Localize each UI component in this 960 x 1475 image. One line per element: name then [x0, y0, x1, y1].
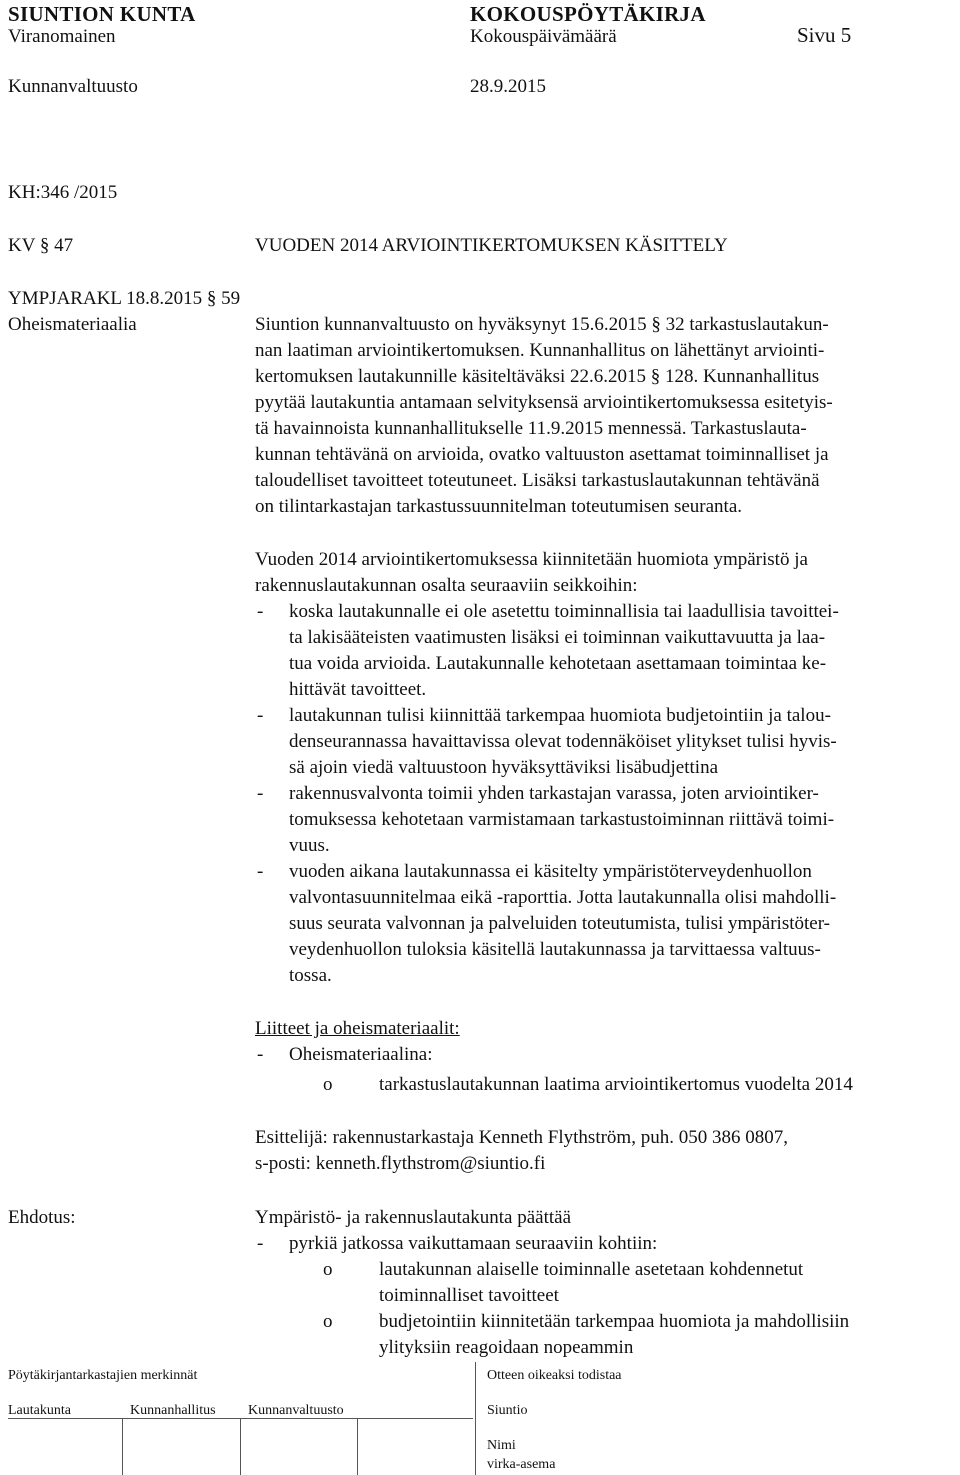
footer-place: Siuntio	[487, 1403, 528, 1418]
attachments-subheading: Oheismateriaalina:	[289, 1044, 433, 1065]
page-number: Sivu 5	[797, 23, 852, 47]
authority-value: Kunnanvaltuusto	[8, 76, 138, 97]
footer-name-label: Nimi	[487, 1438, 516, 1453]
proposal-heading: Ympäristö- ja rakennuslautakunta päättää	[255, 1207, 572, 1228]
list-item-line: tua voida arvioida. Lautakunnalle kehotetaan asettamaan toimintaa ke-	[289, 653, 827, 674]
attachments-heading: Liitteet ja oheismateriaalit:	[255, 1018, 460, 1039]
list-dash: -	[257, 1233, 264, 1254]
text-line: nan laatiman arviointikertomuksen. Kunnanhallitus on lähettänyt arviointi-	[255, 340, 825, 361]
bullet-circle: o	[323, 1259, 333, 1280]
text-line: rakennuslautakunnan osalta seuraaviin seikkoihin:	[255, 575, 638, 596]
ymp-reference: YMPJARAKL 18.8.2015 § 59	[8, 288, 241, 309]
footer-divider	[357, 1419, 358, 1475]
text-line: kertomuksen lautakunnille käsiteltäväksi 22.6.2015 § 128. Kunnanhallitus	[255, 366, 820, 387]
case-title: VUODEN 2014 ARVIOINTIKERTOMUKSEN KÄSITTELY	[255, 235, 728, 256]
proposal-item-line: ylityksiin reagoidaan nopeammin	[379, 1337, 634, 1358]
list-item-line: tossa.	[289, 965, 332, 986]
text-line: tä havainnoista kunnanhallitukselle 11.9.2015 mennessä. Tarkastuslauta-	[255, 418, 807, 439]
text-line: taloudelliset tavoitteet toteutuneet. Lisäksi tarkastuslautakunnan tehtävänä	[255, 470, 820, 491]
footer-column-label: Kunnanvaltuusto	[248, 1403, 344, 1418]
list-item-line: hittävät tavoitteet.	[289, 679, 427, 700]
footer-title-label: virka-asema	[487, 1457, 556, 1472]
list-item-line: denseurannassa havaittavissa olevat todennäköiset ylitykset tulisi hyvis-	[289, 731, 837, 752]
list-item-line: ta lakisääteisten vaatimusten lisäksi ei toiminnan vaikuttavuutta ja laa-	[289, 627, 826, 648]
date-value: 28.9.2015	[470, 76, 546, 97]
proposal-item-line: lautakunnan alaiselle toiminnalle asetetaan kohdennetut	[379, 1259, 804, 1280]
footer-column-label: Lautakunta	[8, 1403, 71, 1418]
presenter-email: s-posti: kenneth.flythstrom@siuntio.fi	[255, 1153, 546, 1174]
proposal-item-line: budjetointiin kiinnitetään tarkempaa huomiota ja mahdollisiin	[379, 1311, 850, 1332]
list-item-line: tomuksessa kehotetaan varmistamaan tarkastustoiminnan riittävä toimi-	[289, 809, 835, 830]
kh-reference: KH:346 /2015	[8, 182, 118, 203]
footer-divider	[475, 1362, 476, 1475]
doc-type: KOKOUSPÖYTÄKIRJA	[470, 2, 706, 26]
authority-label: Viranomainen	[8, 26, 116, 47]
list-item-line: koska lautakunnalle ei ole asetettu toiminnallisia tai laadullisia tavoittei-	[289, 601, 839, 622]
text-line: Siuntion kunnanvaltuusto on hyväksynyt 15.6.2015 § 32 tarkastuslautakun-	[255, 314, 829, 335]
list-dash: -	[257, 601, 264, 622]
bullet-circle: o	[323, 1311, 333, 1332]
list-item-line: rakennusvalvonta toimii yhden tarkastajan varassa, joten arviointiker-	[289, 783, 819, 804]
list-item-line: suus seurata valvonnan ja palveluiden toteutumista, tulisi ympäristöter-	[289, 913, 830, 934]
list-dash: -	[257, 783, 264, 804]
copy-certified-label: Otteen oikeaksi todistaa	[487, 1368, 622, 1383]
presenter-line: Esittelijä: rakennustarkastaja Kenneth Flythström, puh. 050 386 0807,	[255, 1127, 788, 1148]
list-item-line: veydenhuollon tuloksia käsitellä lautakunnassa ja tarvittaessa valtuus-	[289, 939, 821, 960]
list-dash: -	[257, 861, 264, 882]
footer-divider	[240, 1419, 241, 1475]
proposal-item-line: toiminnalliset tavoitteet	[379, 1285, 559, 1306]
list-item-line: lautakunnan tulisi kiinnittää tarkempaa huomiota budjetointiin ja talou-	[289, 705, 831, 726]
attachment-item: tarkastuslautakunnan laatima arviointikertomus vuodelta 2014	[379, 1074, 853, 1095]
date-label: Kokouspäivämäärä	[470, 26, 617, 47]
footer-column-label: Kunnanhallitus	[130, 1403, 216, 1418]
list-dash: -	[257, 1044, 264, 1065]
org-name: SIUNTION KUNTA	[8, 2, 196, 26]
list-dash: -	[257, 705, 264, 726]
list-item-line: vuus.	[289, 835, 330, 856]
text-line: on tilintarkastajan tarkastussuunnitelman toteutumisen seuranta.	[255, 496, 743, 517]
proposal-subheading: pyrkiä jatkossa vaikuttamaan seuraaviin kohtiin:	[289, 1233, 658, 1254]
proposal-label: Ehdotus:	[8, 1207, 76, 1228]
text-line: pyytää lautakuntia antamaan selvityksensä arviointikertomuksessa esitetyis-	[255, 392, 833, 413]
text-line: Vuoden 2014 arviointikertomuksessa kiinnitetään huomiota ympäristö ja	[255, 549, 808, 570]
list-item-line: sä ajoin viedä valtuustoon hyväksyttäviksi lisäbudjettina	[289, 757, 719, 778]
kv-reference: KV § 47	[8, 235, 74, 256]
list-item-line: vuoden aikana lautakunnassa ei käsitelty ympäristöterveydenhuollon	[289, 861, 812, 882]
bullet-circle: o	[323, 1074, 333, 1095]
footer-divider	[122, 1419, 123, 1475]
signers-label: Pöytäkirjantarkastajien merkinnät	[8, 1368, 198, 1383]
list-item-line: valvontasuunnitelmaa eikä -raporttia. Jotta lautakunnalla olisi mahdolli-	[289, 887, 837, 908]
text-line: kunnan tehtävänä on arvioida, ovatko valtuuston asettamat toiminnalliset ja	[255, 444, 829, 465]
attachment-label: Oheismateriaalia	[8, 314, 137, 335]
